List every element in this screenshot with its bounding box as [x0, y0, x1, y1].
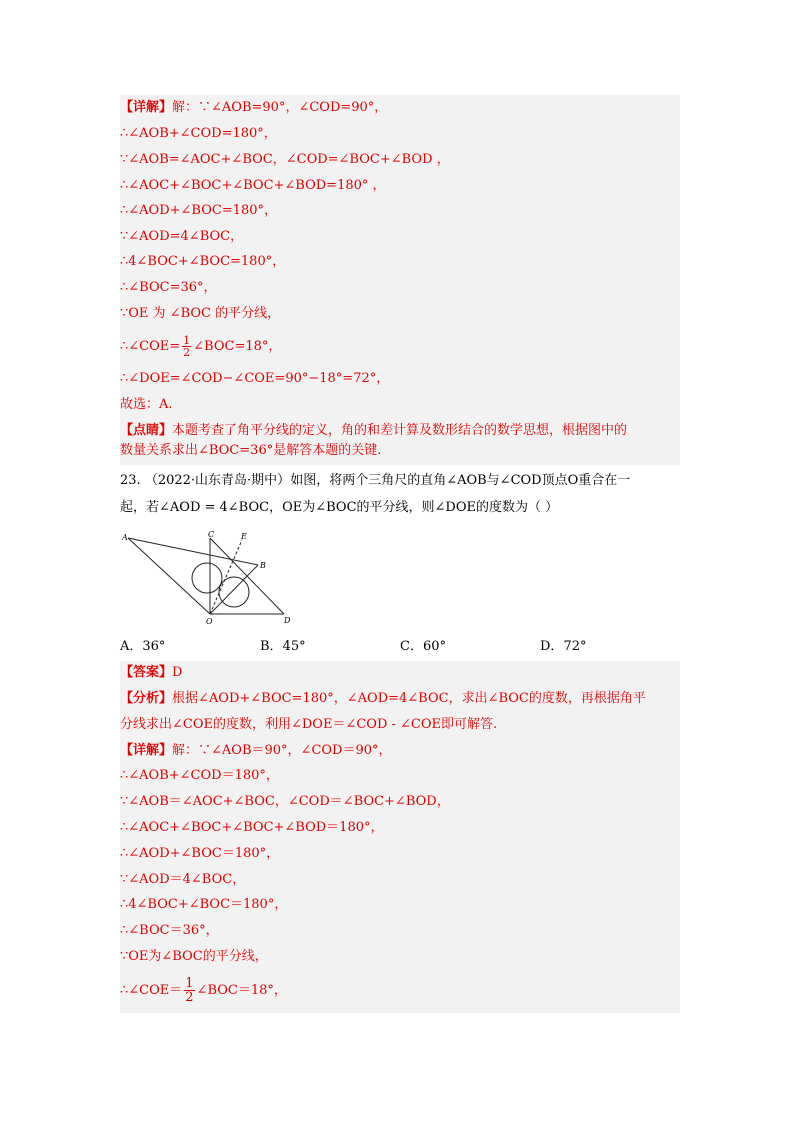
label-C: C — [208, 530, 215, 539]
question-number: 23. — [120, 473, 141, 488]
bottom-detail-line-7: ∴4∠BOC+∠BOC＝180°， — [120, 897, 288, 912]
circle-right — [219, 577, 249, 607]
line-AB — [128, 538, 258, 565]
top-detail-line-10: ∴∠DOE=∠COD−∠COE=90°−18°=72°， — [120, 371, 390, 386]
choice-d[interactable]: D．72° — [540, 639, 587, 654]
label-O: O — [206, 617, 213, 626]
top-fraction-line: ∴∠COE= $\frac{1}{2}$ ∠BOC=18°， — [120, 334, 282, 359]
answer-tag: 【答案】 — [120, 665, 173, 680]
detail-tag: 【详解】 — [120, 743, 173, 758]
label-A: A — [122, 533, 128, 542]
top-detail-line-6: ∵∠AOD=4∠BOC， — [120, 229, 244, 244]
top-detail-line-1: 【详解】解：∵∠AOB=90°，∠COD=90°， — [120, 100, 388, 115]
label-D: D — [284, 616, 291, 625]
label-B: B — [260, 561, 266, 570]
answer-line — [120, 663, 182, 683]
top-detail-line-8: ∴∠BOC=36°， — [120, 280, 217, 295]
top-detail-line-2: ∴∠AOB+∠COD=180°， — [120, 126, 277, 141]
analysis-line-1: 【分析】根据∠AOD+∠BOC=180°，∠AOD=4∠BOC，求出∠BOC的度数，再根据角平 — [120, 691, 646, 706]
choice-c[interactable]: C．60° — [400, 639, 446, 654]
question-source: （2022·山东青岛·期中） — [144, 473, 291, 488]
circle-left — [192, 563, 222, 593]
label-E: E — [241, 532, 247, 541]
top-detail-line-5: ∴∠AOD+∠BOC=180°， — [120, 203, 278, 218]
one-half-fraction: $\frac{1}{2}$ — [185, 976, 194, 1005]
analysis-tag: 【分析】 — [120, 691, 173, 706]
question-line-2: 起，若∠AOD = 4∠BOC，OE为∠BOC的平分线，则∠DOE的度数为（ ） — [120, 500, 559, 515]
top-detail-line-3: ∵∠AOB=∠AOC+∠BOC，∠COD=∠BOC+∠BOD ， — [120, 152, 450, 167]
one-half-fraction: $\frac{1}{2}$ — [183, 334, 191, 359]
bottom-detail-line-9: ∵OE为∠BOC的平分线， — [120, 949, 268, 964]
bottom-fraction-line: ∴∠COE＝ $\frac{1}{2}$ ∠BOC＝18°， — [120, 976, 287, 1005]
top-comment-line-1: 【点睛】本题考查了角平分线的定义，角的和差计算及数形结合的数学思想，根据图中的 — [120, 423, 628, 438]
question-line-1 — [120, 471, 630, 491]
bottom-detail-line-1: 【详解】解：∵∠AOB＝90°，∠COD＝90°， — [120, 743, 392, 758]
analysis-line-2: 分线求出∠COE的度数，利用∠DOE＝∠COD - ∠COE即可解答. — [120, 717, 498, 732]
choice-a[interactable]: A．36° — [120, 639, 166, 654]
top-choice-line: 故选：A. — [120, 397, 173, 412]
triangle-figure — [122, 530, 292, 630]
bottom-detail-line-8: ∴∠BOC＝36°， — [120, 923, 219, 938]
bottom-detail-line-4: ∴∠AOC+∠BOC+∠BOC+∠BOD＝180°， — [120, 820, 384, 835]
top-detail-line-9: ∵OE 为 ∠BOC 的平分线， — [120, 306, 281, 321]
top-comment-line-2: 数量关系求出∠BOC=36°是解答本题的关键. — [120, 443, 382, 458]
question-text-1: 如图，将两个三角尺的直角∠AOB与∠COD顶点O重合在一 — [290, 473, 631, 488]
comment-tag: 【点睛】 — [120, 423, 173, 438]
bottom-detail-line-2: ∴∠AOB+∠COD＝180°， — [120, 768, 279, 783]
bottom-detail-line-6: ∵∠AOD＝4∠BOC， — [120, 872, 246, 887]
top-detail-line-4: ∴∠AOC+∠BOC+∠BOC+∠BOD=180° ， — [120, 178, 386, 193]
top-detail-line-7: ∴4∠BOC+∠BOC=180°， — [120, 254, 286, 269]
line-AO — [128, 538, 210, 614]
detail-tag: 【详解】 — [120, 100, 173, 115]
bottom-detail-line-5: ∴∠AOD+∠BOC＝180°， — [120, 846, 280, 861]
answer-value: D — [172, 665, 183, 680]
choice-b[interactable]: B．45° — [260, 639, 306, 654]
bottom-detail-line-3: ∵∠AOB＝∠AOC+∠BOC，∠COD＝∠BOC+∠BOD， — [120, 794, 450, 809]
